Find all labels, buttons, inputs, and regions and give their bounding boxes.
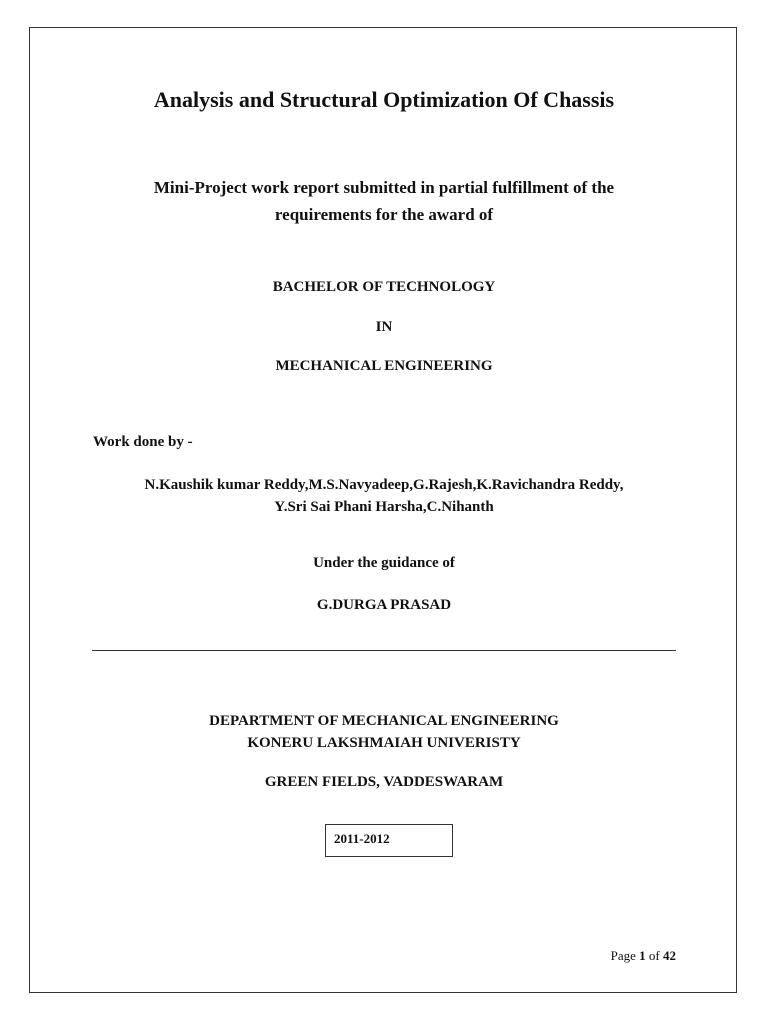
department-name: DEPARTMENT OF MECHANICAL ENGINEERING — [209, 713, 559, 729]
university-name: KONERU LAKSHMAIAH UNIVERISTY — [247, 735, 521, 751]
degree-in: IN — [375, 319, 393, 335]
subtitle-line-2: requirements for the award of — [274, 205, 494, 224]
subtitle-line-1: Mini-Project work report submitted in partial fulfillment of the — [153, 178, 615, 197]
degree-name: BACHELOR OF TECHNOLOGY — [272, 279, 496, 295]
institution-block — [0, 710, 768, 754]
guidance-label: Under the guidance of — [313, 555, 455, 571]
authors-line-2: Y.Sri Sai Phani Harsha,C.Nihanth — [274, 499, 494, 515]
page-of: of — [648, 948, 660, 963]
divider-line — [92, 650, 676, 651]
report-subtitle — [0, 174, 768, 228]
academic-year-box — [325, 824, 453, 857]
report-title: Analysis and Structural Optimization Of Chassis — [153, 87, 615, 112]
academic-year: 2011-2012 — [334, 831, 390, 846]
page-total: 42 — [663, 948, 676, 963]
work-done-label: Work done by - — [93, 434, 193, 450]
branch-name: MECHANICAL ENGINEERING — [275, 358, 493, 374]
guide-name: G.DURGA PRASAD — [316, 597, 452, 613]
page-number — [611, 948, 676, 964]
location: GREEN FIELDS, VADDESWARAM — [264, 774, 504, 790]
authors-block — [0, 474, 768, 518]
page-current: 1 — [639, 948, 646, 963]
page-label: Page — [610, 948, 636, 963]
authors-line-1: N.Kaushik kumar Reddy,M.S.Navyadeep,G.Rajesh,K.Ravichandra Reddy, — [144, 477, 624, 493]
